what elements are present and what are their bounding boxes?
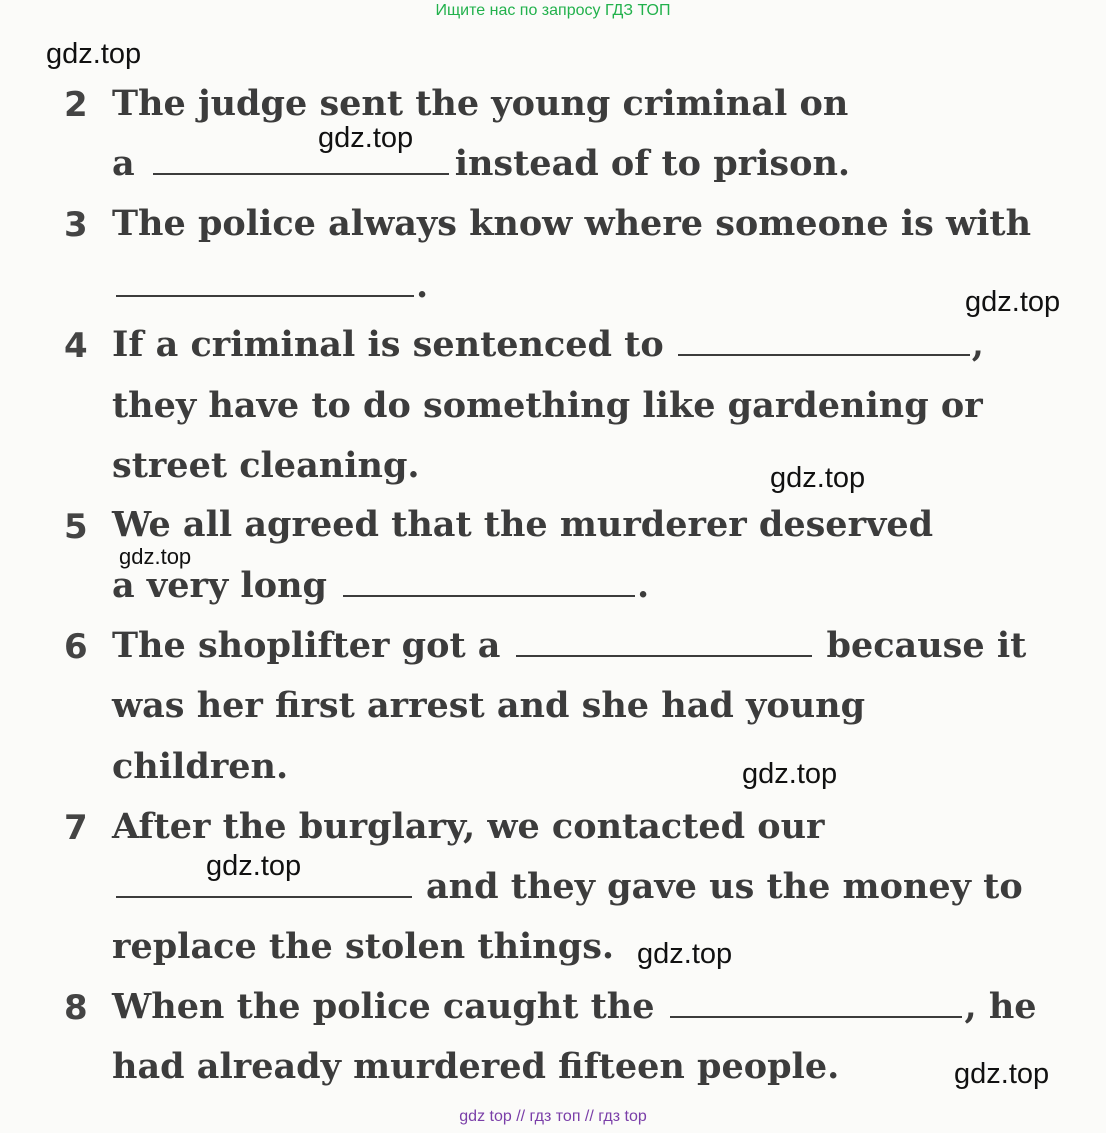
sentence-text: replace the stolen things.	[112, 926, 615, 967]
sentence-text: a	[112, 143, 135, 184]
answer-blank[interactable]	[116, 294, 414, 297]
sentence-text: was her first arrest and she had young	[112, 685, 866, 726]
sentence-line	[112, 385, 983, 426]
sentence-line	[112, 926, 615, 967]
sentence-line	[112, 806, 825, 847]
item-number: 8	[64, 988, 88, 1028]
sentence-text: had already murdered fifteen people.	[112, 1046, 840, 1087]
watermark: gdz.top	[770, 462, 866, 494]
sentence-text: street cleaning.	[112, 445, 420, 486]
answer-blank[interactable]	[343, 594, 635, 597]
item-number: 2	[64, 85, 88, 125]
item-number: 5	[64, 507, 88, 547]
item-number: 4	[64, 326, 88, 366]
sentence-line	[112, 324, 984, 365]
sentence-text: ,	[971, 324, 984, 365]
watermark: gdz.top	[954, 1058, 1050, 1090]
sentence-line	[112, 203, 1032, 244]
sentence-text: because it	[826, 625, 1027, 666]
sentence-line	[112, 565, 650, 606]
item-number: 6	[64, 627, 88, 667]
answer-blank[interactable]	[678, 353, 970, 356]
sentence-text: The shoplifter got a	[112, 625, 501, 666]
sentence-line	[112, 986, 1037, 1027]
sentence-text: .	[416, 265, 429, 306]
sentence-line	[112, 143, 851, 184]
sentence-line	[112, 1046, 840, 1087]
sentence-text: The police always know where someone is with	[112, 203, 1032, 244]
sentence-text: We all agreed that the murderer deserved	[112, 504, 934, 545]
answer-blank[interactable]	[116, 895, 412, 898]
sentence-line	[112, 504, 934, 545]
watermark: gdz.top	[206, 850, 302, 882]
sentence-line	[112, 83, 849, 124]
item-number: 3	[64, 205, 88, 245]
sentence-line	[112, 746, 289, 787]
bottom-banner: gdz top // гдз топ // гдз top	[459, 1108, 647, 1125]
watermark: gdz.top	[965, 286, 1061, 318]
watermark: gdz.top	[637, 938, 733, 970]
sentence-text: a very long	[112, 565, 327, 606]
answer-blank[interactable]	[153, 172, 449, 175]
watermark: gdz.top	[119, 544, 192, 569]
sentence-line	[112, 685, 866, 726]
sentence-text: and they gave us the money to	[426, 866, 1023, 907]
sentence-line	[112, 265, 429, 306]
answer-blank[interactable]	[516, 654, 812, 657]
sentence-text: When the police caught the	[112, 986, 655, 1027]
sentence-text: instead of to prison.	[454, 143, 851, 184]
watermark: gdz.top	[742, 758, 838, 790]
sentence-text: children.	[112, 746, 289, 787]
sentence-text: .	[637, 565, 650, 606]
sentence-text: they have to do something like gardening or	[112, 385, 983, 426]
sentence-text: If a criminal is sentenced to	[112, 324, 664, 365]
watermark: gdz.top	[318, 122, 414, 154]
watermark: gdz.top	[46, 38, 142, 70]
item-number: 7	[64, 808, 88, 848]
sentence-line	[112, 625, 1027, 666]
sentence-text: , he	[964, 986, 1037, 1027]
top-banner: Ищите нас по запросу ГДЗ ТОП	[435, 2, 671, 19]
sentence-line	[112, 445, 420, 486]
sentence-text: After the burglary, we contacted our	[112, 806, 825, 847]
answer-blank[interactable]	[670, 1015, 962, 1018]
sentence-text: The judge sent the young criminal on	[112, 83, 849, 124]
